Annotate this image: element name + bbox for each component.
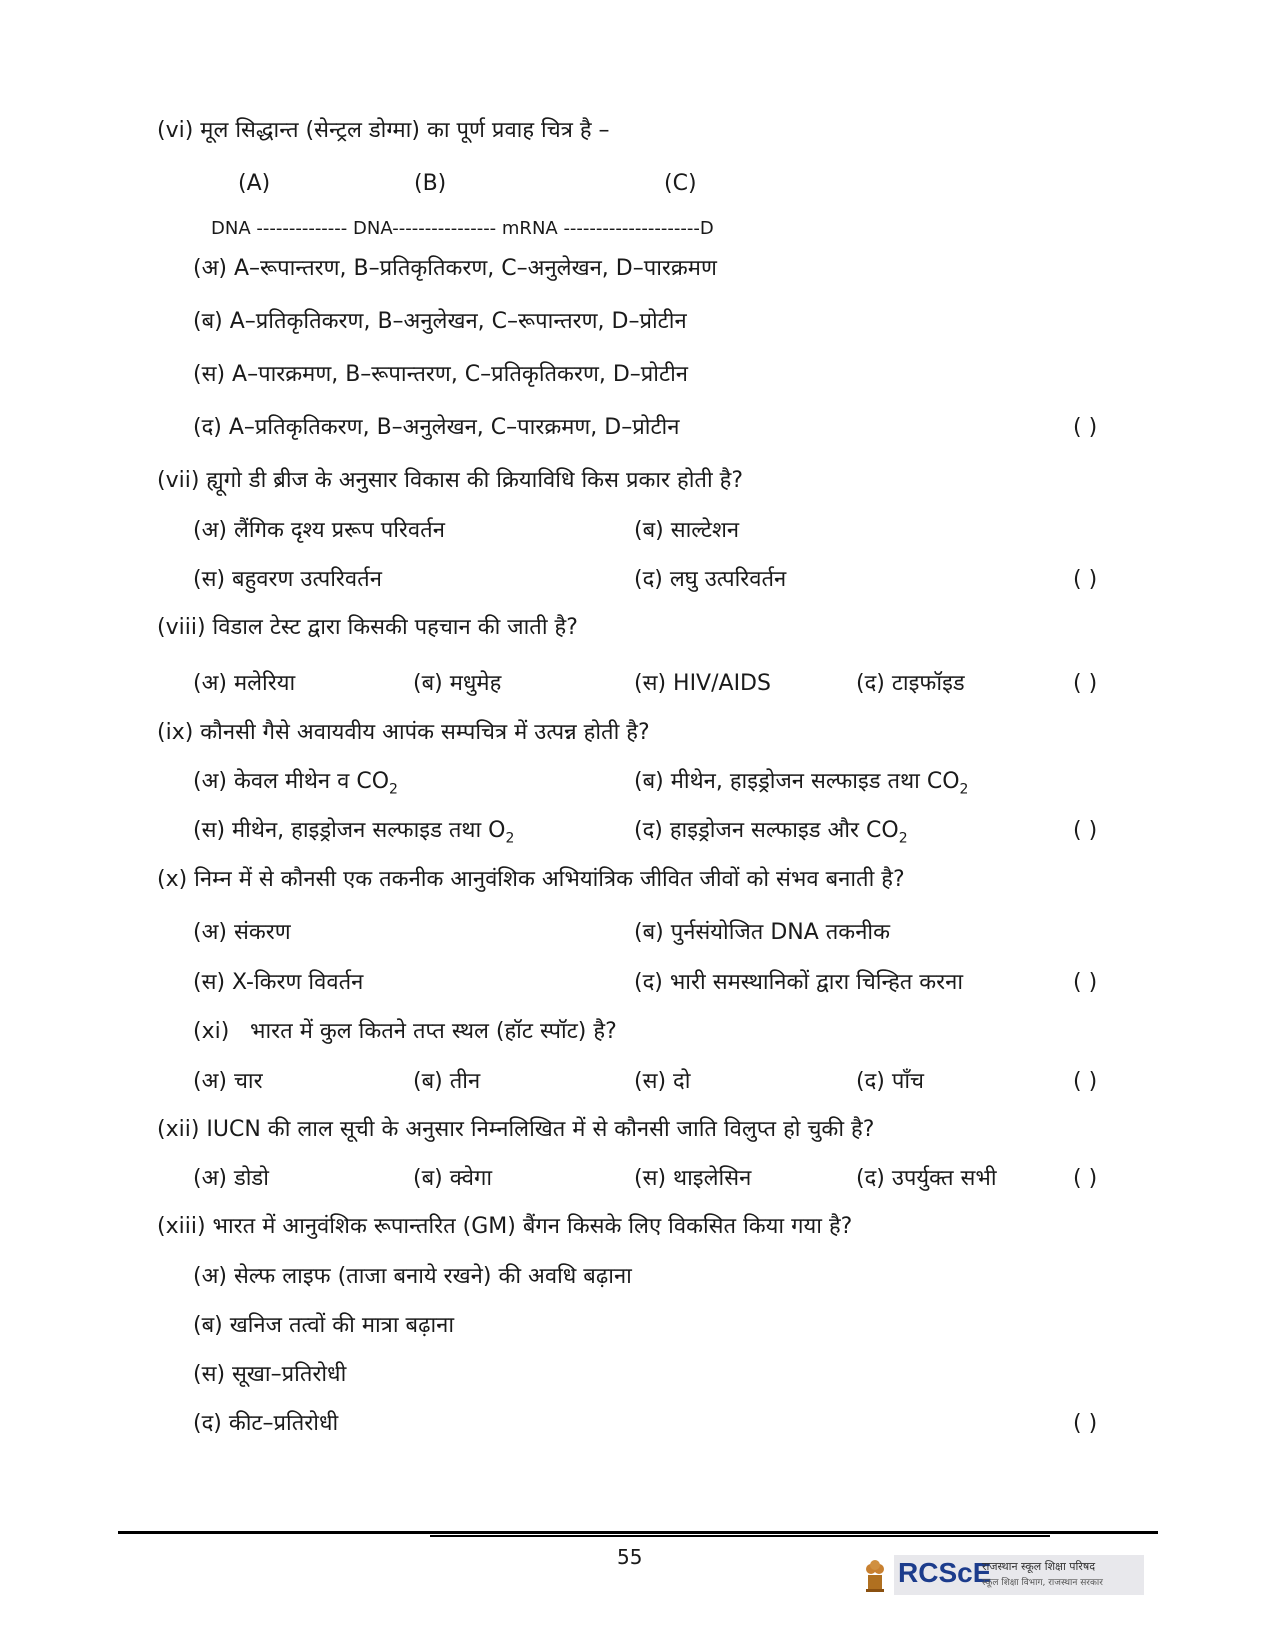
question-8-option-c: (स) HIV/AIDS [634,671,771,696]
central-dogma-flow: DNA -------------- DNA---------------- mRNA ---------------------D [211,218,714,239]
question-6-option-b: (ब) A–प्रतिकृतिकरण, B–अनुलेखन, C–रूपान्तरण, D–प्रोटीन [193,309,687,334]
question-13-stem: (xiii) भारत में आनुवंशिक रूपान्तरित (GM) बैंगन किसके लिए विकसित किया गया है? [157,1214,853,1239]
answer-blank[interactable]: ( ) [1073,970,1098,995]
answer-blank[interactable]: ( ) [1073,818,1098,843]
question-7-option-a: (अ) लैंगिक दृश्य प्ररूप परिवर्तन [193,518,445,543]
flow-label-b: (B) [414,171,447,196]
page-number: 55 [617,1545,643,1569]
question-8-option-a: (अ) मलेरिया [193,671,296,696]
question-10-option-b: (ब) पुर्नसंयोजित DNA तकनीक [634,920,890,945]
answer-blank[interactable]: ( ) [1073,567,1098,592]
question-11-option-d: (द) पाँच [856,1069,925,1094]
question-6-stem: (vi) मूल सिद्धान्त (सेन्ट्रल डोग्मा) का पूर्ण प्रवाह चित्र है – [157,118,610,143]
question-12-option-b: (ब) क्वेगा [413,1166,493,1191]
answer-blank[interactable]: ( ) [1073,1411,1098,1436]
question-10-option-a: (अ) संकरण [193,920,291,945]
question-11-number: (xi) [193,1019,230,1044]
question-12-stem: (xii) IUCN की लाल सूची के अनुसार निम्नलिखित में से कौनसी जाति विलुप्त हो चुकी है? [157,1117,875,1142]
question-13-option-a: (अ) सेल्फ लाइफ (ताजा बनाये रखने) की अवधि बढ़ाना [193,1264,632,1289]
question-9-option-c: (स) मीथेन, हाइड्रोजन सल्फाइड तथा $O_2$ [193,818,515,847]
question-12-option-c: (स) थाइलेसिन [634,1166,752,1191]
question-7-option-b: (ब) साल्टेशन [634,518,740,543]
logo-subtitle-2: स्कूल शिक्षा विभाग, राजस्थान सरकार [982,1578,1103,1588]
question-11-option-c: (स) दो [634,1069,691,1094]
question-13-option-d: (द) कीट–प्रतिरोधी [193,1411,339,1436]
question-7-option-d: (द) लघु उत्परिवर्तन [634,567,787,592]
answer-blank[interactable]: ( ) [1073,1166,1098,1191]
question-9-option-d: (द) हाइड्रोजन सल्फाइड और $CO_2$ [634,818,908,847]
question-13-option-b: (ब) खनिज तत्वों की मात्रा बढ़ाना [193,1313,455,1338]
question-6-option-d: (द) A–प्रतिकृतिकरण, B–अनुलेखन, C–पारक्रमण, D–प्रोटीन [193,415,680,440]
flow-label-c: (C) [664,171,697,196]
question-6-option-c: (स) A–पारक्रमण, B–रूपान्तरण, C–प्रतिकृतिकरण, D–प्रोटीन [193,362,688,387]
question-7-option-c: (स) बहुवरण उत्परिवर्तन [193,567,382,592]
question-10-option-c: (स) X-किरण विवर्तन [193,970,364,995]
rcsce-logo [858,1553,1148,1599]
question-7-stem: (vii) ह्यूगो डी ब्रीज के अनुसार विकास की क्रियाविधि किस प्रकार होती है? [157,468,744,493]
question-9-option-b: (ब) मीथेन, हाइड्रोजन सल्फाइड तथा $CO_2$ [634,769,969,798]
question-9-option-a: (अ) केवल मीथेन व $CO_2$ [193,769,398,798]
question-12-option-a: (अ) डोडो [193,1166,269,1191]
flow-label-a: (A) [238,171,271,196]
question-9-stem: (ix) कौनसी गैसे अवायवीय आपंक सम्पचित्र में उत्पन्न होती है? [157,720,650,745]
question-11-stem: भारत में कुल कितने तप्त स्थल (हॉट स्पॉट) है? [250,1019,617,1044]
question-10-stem: (x) निम्न में से कौनसी एक तकनीक आनुवंशिक अभियांत्रिक जीवित जीवों को संभव बनाती है? [157,867,905,892]
footer-rule [118,1531,1158,1534]
emblem-icon [860,1553,890,1597]
question-6-option-a: (अ) A–रूपान्तरण, B–प्रतिकृतिकरण, C–अनुलेखन, D–पारक्रमण [193,256,717,281]
question-11-option-b: (ब) तीन [413,1069,481,1094]
logo-subtitle: राजस्थान स्कूल शिक्षा परिषद [982,1560,1096,1573]
question-11-option-a: (अ) चार [193,1069,263,1094]
question-13-option-c: (स) सूखा–प्रतिरोधी [193,1362,347,1387]
question-8-stem: (viii) विडाल टेस्ट द्वारा किसकी पहचान की जाती है? [157,615,578,640]
question-8-option-b: (ब) मधुमेह [413,671,502,696]
question-12-option-d: (द) उपर्युक्त सभी [856,1166,997,1191]
answer-blank[interactable]: ( ) [1073,1069,1098,1094]
question-8-option-d: (द) टाइफॉइड [856,671,965,696]
logo-wordmark: RCScE [898,1557,992,1588]
question-10-option-d: (द) भारी समस्थानिकों द्वारा चिन्हित करना [634,970,964,995]
footer-rule-thick [430,1535,1050,1537]
answer-blank[interactable]: ( ) [1073,671,1098,696]
answer-blank[interactable]: ( ) [1073,415,1098,440]
